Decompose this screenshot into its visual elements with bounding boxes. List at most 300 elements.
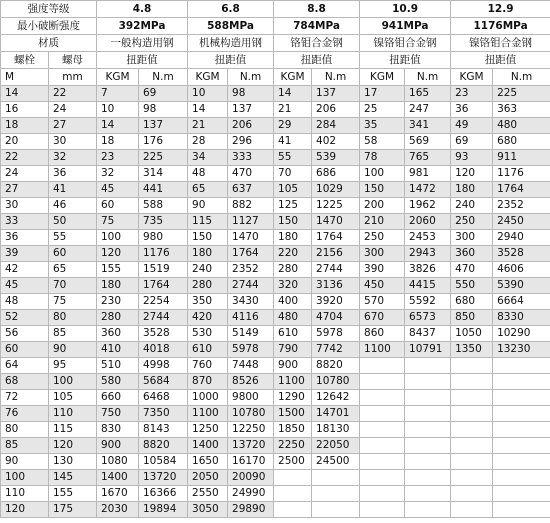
nut-size-cell: 65 — [49, 262, 97, 278]
kgm-cell: 400 — [274, 294, 312, 310]
unit-row — [1, 69, 550, 86]
kgm-cell: 250 — [451, 214, 493, 230]
nm-cell: 3920 — [312, 294, 360, 310]
nm-cell: 686 — [312, 166, 360, 182]
nm-cell: 1472 — [405, 182, 451, 198]
kgm-cell: 1080 — [97, 454, 139, 470]
nut-size-cell: 145 — [49, 470, 97, 486]
bolt-size-cell: 52 — [1, 310, 49, 326]
nm-cell — [493, 390, 550, 406]
bolt-size-cell: 39 — [1, 246, 49, 262]
table-row — [1, 278, 550, 294]
kgm-cell — [451, 390, 493, 406]
nut-size-cell: 70 — [49, 278, 97, 294]
nm-cell: 8437 — [405, 326, 451, 342]
nm-cell: 18130 — [312, 422, 360, 438]
kgm-cell: 1350 — [451, 342, 493, 358]
table-row — [1, 134, 550, 150]
nm-cell — [312, 486, 360, 502]
kgm-cell — [451, 438, 493, 454]
kgm-cell: 60 — [97, 198, 139, 214]
nm-cell — [405, 422, 451, 438]
kgm-cell: 180 — [188, 246, 228, 262]
nm-cell: 1176 — [493, 166, 550, 182]
nm-cell: 680 — [493, 134, 550, 150]
table-row — [1, 502, 550, 518]
kgm-cell: 470 — [451, 262, 493, 278]
table-row — [1, 166, 550, 182]
table-row — [1, 422, 550, 438]
kgm-cell: 280 — [97, 310, 139, 326]
table-row — [1, 454, 550, 470]
kgm-cell: 230 — [97, 294, 139, 310]
nm-cell: 3136 — [312, 278, 360, 294]
nm-cell: 2940 — [493, 230, 550, 246]
kgm-cell: 830 — [97, 422, 139, 438]
table-row — [1, 182, 550, 198]
kgm-cell — [451, 502, 493, 518]
kgm-cell: 860 — [360, 326, 405, 342]
nm-cell — [405, 438, 451, 454]
nm-cell: 12642 — [312, 390, 360, 406]
nm-cell: 12250 — [228, 422, 274, 438]
kgm-cell: 1650 — [188, 454, 228, 470]
table-row — [1, 294, 550, 310]
nm-unit: N.m — [405, 69, 451, 86]
kgm-cell: 570 — [360, 294, 405, 310]
table-row — [1, 214, 550, 230]
bolt-label: 螺栓 — [1, 52, 49, 69]
nm-cell: 137 — [139, 118, 188, 134]
kgm-cell: 1000 — [188, 390, 228, 406]
kgm-cell: 900 — [97, 438, 139, 454]
kgm-cell: 300 — [360, 246, 405, 262]
nm-unit: N.m — [493, 69, 550, 86]
nm-cell: 98 — [139, 102, 188, 118]
nm-cell: 1764 — [228, 246, 274, 262]
nm-cell: 2060 — [405, 214, 451, 230]
nm-cell: 206 — [312, 102, 360, 118]
nm-cell: 247 — [405, 102, 451, 118]
nm-cell: 6664 — [493, 294, 550, 310]
nm-cell: 4116 — [228, 310, 274, 326]
bolt-size-cell: 64 — [1, 358, 49, 374]
nm-cell: 1764 — [493, 182, 550, 198]
table-row — [1, 326, 550, 342]
kgm-cell: 17 — [360, 86, 405, 102]
bolt-size-cell: 60 — [1, 342, 49, 358]
bolt-size-cell: 33 — [1, 214, 49, 230]
torque-label: 扭距值 — [360, 52, 451, 69]
kgm-cell: 10 — [97, 102, 139, 118]
kgm-cell: 93 — [451, 150, 493, 166]
bolt-size-cell: 16 — [1, 102, 49, 118]
torque-label: 扭距值 — [274, 52, 360, 69]
nut-size-cell: 50 — [49, 214, 97, 230]
kgm-cell: 36 — [451, 102, 493, 118]
kgm-cell: 14 — [188, 102, 228, 118]
kgm-cell: 150 — [188, 230, 228, 246]
nm-cell: 6468 — [139, 390, 188, 406]
table-row — [1, 486, 550, 502]
table-row — [1, 438, 550, 454]
nm-cell: 7448 — [228, 358, 274, 374]
table-row — [1, 198, 550, 214]
bolt-size-cell: 24 — [1, 166, 49, 182]
kgm-cell: 350 — [188, 294, 228, 310]
nut-label: 螺母 — [49, 52, 97, 69]
nm-cell: 1764 — [139, 278, 188, 294]
nm-cell: 2453 — [405, 230, 451, 246]
kgm-cell — [360, 422, 405, 438]
nm-cell: 5978 — [312, 326, 360, 342]
nm-cell: 4704 — [312, 310, 360, 326]
nm-cell — [493, 422, 550, 438]
nm-cell: 10780 — [228, 406, 274, 422]
nut-size-cell: 41 — [49, 182, 97, 198]
bolt-size-cell: 36 — [1, 230, 49, 246]
nm-cell: 3528 — [493, 246, 550, 262]
nm-cell — [493, 438, 550, 454]
table-row — [1, 86, 550, 102]
kgm-unit: KGM — [188, 69, 228, 86]
table-row — [1, 374, 550, 390]
torque-label: 扭距值 — [451, 52, 550, 69]
kgm-cell: 360 — [451, 246, 493, 262]
kgm-cell — [274, 502, 312, 518]
kgm-cell — [451, 486, 493, 502]
nm-cell — [405, 486, 451, 502]
nut-size-cell: 115 — [49, 422, 97, 438]
nm-cell: 1225 — [312, 198, 360, 214]
nm-cell: 13720 — [139, 470, 188, 486]
nm-cell — [493, 358, 550, 374]
nut-size-cell: 36 — [49, 166, 97, 182]
table-row — [1, 102, 550, 118]
kgm-cell: 32 — [97, 166, 139, 182]
nm-cell — [493, 486, 550, 502]
kgm-cell — [360, 454, 405, 470]
kgm-cell — [360, 438, 405, 454]
nm-cell: 1962 — [405, 198, 451, 214]
nm-cell: 8820 — [139, 438, 188, 454]
kgm-cell — [274, 486, 312, 502]
kgm-cell: 100 — [360, 166, 405, 182]
nut-size-cell: 175 — [49, 502, 97, 518]
nm-cell: 2352 — [493, 198, 550, 214]
nm-cell: 16170 — [228, 454, 274, 470]
nut-size-cell: 55 — [49, 230, 97, 246]
kgm-cell: 3050 — [188, 502, 228, 518]
nm-cell: 2450 — [493, 214, 550, 230]
kgm-cell: 7 — [97, 86, 139, 102]
kgm-cell: 300 — [451, 230, 493, 246]
kgm-cell: 65 — [188, 182, 228, 198]
nut-size-cell: 75 — [49, 294, 97, 310]
nm-cell — [405, 454, 451, 470]
nm-cell: 637 — [228, 182, 274, 198]
kgm-cell: 1100 — [188, 406, 228, 422]
kgm-cell: 14 — [274, 86, 312, 102]
nm-cell: 2744 — [312, 262, 360, 278]
kgm-cell — [451, 454, 493, 470]
material-label: 材质 — [1, 35, 97, 52]
nut-size-cell: 46 — [49, 198, 97, 214]
nm-cell: 2156 — [312, 246, 360, 262]
grade-row — [1, 1, 550, 18]
kgm-cell — [360, 374, 405, 390]
nm-cell: 10584 — [139, 454, 188, 470]
nm-cell: 4018 — [139, 342, 188, 358]
kgm-cell: 760 — [188, 358, 228, 374]
nm-cell: 10791 — [405, 342, 451, 358]
nm-cell: 882 — [228, 198, 274, 214]
kgm-cell: 125 — [274, 198, 312, 214]
nm-cell: 735 — [139, 214, 188, 230]
kgm-cell — [360, 486, 405, 502]
kgm-cell: 49 — [451, 118, 493, 134]
kgm-cell: 35 — [360, 118, 405, 134]
nut-size-cell: 110 — [49, 406, 97, 422]
kgm-cell: 78 — [360, 150, 405, 166]
kgm-cell: 10 — [188, 86, 228, 102]
nm-cell — [405, 502, 451, 518]
kgm-cell: 280 — [188, 278, 228, 294]
material-value: 铬钼合金钢 — [274, 35, 360, 52]
nm-cell: 7350 — [139, 406, 188, 422]
kgm-cell: 610 — [188, 342, 228, 358]
bolt-size-cell: 85 — [1, 438, 49, 454]
bolt-size-cell: 27 — [1, 182, 49, 198]
kgm-cell: 1670 — [97, 486, 139, 502]
nm-cell: 98 — [228, 86, 274, 102]
kgm-cell: 850 — [451, 310, 493, 326]
kgm-cell: 900 — [274, 358, 312, 374]
kgm-cell: 250 — [360, 230, 405, 246]
bolt-size-cell: 72 — [1, 390, 49, 406]
kgm-cell: 420 — [188, 310, 228, 326]
nm-cell: 225 — [493, 86, 550, 102]
kgm-cell: 23 — [97, 150, 139, 166]
kgm-cell: 2250 — [274, 438, 312, 454]
kgm-cell: 150 — [360, 182, 405, 198]
nm-cell — [493, 502, 550, 518]
nm-cell: 8330 — [493, 310, 550, 326]
kgm-cell: 280 — [274, 262, 312, 278]
mm-label: mm — [49, 69, 97, 86]
kgm-unit: KGM — [360, 69, 405, 86]
kgm-cell: 450 — [360, 278, 405, 294]
table-row — [1, 310, 550, 326]
nm-cell: 1127 — [228, 214, 274, 230]
nm-cell: 24990 — [228, 486, 274, 502]
kgm-cell: 670 — [360, 310, 405, 326]
kgm-cell: 680 — [451, 294, 493, 310]
nut-size-cell: 24 — [49, 102, 97, 118]
kgm-cell: 1250 — [188, 422, 228, 438]
nm-cell: 13230 — [493, 342, 550, 358]
kgm-cell: 180 — [451, 182, 493, 198]
kgm-cell: 550 — [451, 278, 493, 294]
kgm-cell: 69 — [451, 134, 493, 150]
table-row — [1, 150, 550, 166]
kgm-cell: 1050 — [451, 326, 493, 342]
kgm-cell: 790 — [274, 342, 312, 358]
nm-cell — [405, 390, 451, 406]
nm-cell: 2744 — [228, 278, 274, 294]
kgm-cell: 2500 — [274, 454, 312, 470]
kgm-cell: 220 — [274, 246, 312, 262]
kgm-cell: 58 — [360, 134, 405, 150]
nm-cell: 7742 — [312, 342, 360, 358]
nut-size-cell: 90 — [49, 342, 97, 358]
nm-cell: 341 — [405, 118, 451, 134]
kgm-cell: 510 — [97, 358, 139, 374]
material-value: 一般构造用钢 — [97, 35, 188, 52]
nm-cell: 13720 — [228, 438, 274, 454]
nm-cell — [312, 470, 360, 486]
torque-header-row — [1, 52, 550, 69]
kgm-cell: 120 — [97, 246, 139, 262]
nm-cell: 10290 — [493, 326, 550, 342]
nm-cell: 2352 — [228, 262, 274, 278]
nm-cell — [312, 502, 360, 518]
nm-cell: 5390 — [493, 278, 550, 294]
nm-unit: N.m — [312, 69, 360, 86]
grade-label: 强度等级 — [1, 1, 97, 18]
kgm-cell: 320 — [274, 278, 312, 294]
nm-cell: 333 — [228, 150, 274, 166]
nm-cell: 5978 — [228, 342, 274, 358]
kgm-cell: 240 — [188, 262, 228, 278]
bolt-size-cell: 100 — [1, 470, 49, 486]
bolt-size-cell: 42 — [1, 262, 49, 278]
kgm-cell: 14 — [97, 118, 139, 134]
nm-cell: 470 — [228, 166, 274, 182]
kgm-cell — [451, 470, 493, 486]
nm-cell: 314 — [139, 166, 188, 182]
nm-cell: 1176 — [139, 246, 188, 262]
nm-cell: 765 — [405, 150, 451, 166]
strength-value: 784MPa — [274, 18, 360, 35]
bolt-size-cell: 14 — [1, 86, 49, 102]
nm-cell: 22050 — [312, 438, 360, 454]
kgm-cell: 240 — [451, 198, 493, 214]
table-row — [1, 342, 550, 358]
nm-cell: 1519 — [139, 262, 188, 278]
kgm-cell: 100 — [97, 230, 139, 246]
nm-cell: 588 — [139, 198, 188, 214]
grade-value: 12.9 — [451, 1, 550, 18]
nm-cell: 441 — [139, 182, 188, 198]
bolt-size-cell: 80 — [1, 422, 49, 438]
kgm-cell: 180 — [274, 230, 312, 246]
kgm-cell: 1100 — [360, 342, 405, 358]
nm-cell: 569 — [405, 134, 451, 150]
nm-cell: 980 — [139, 230, 188, 246]
nm-cell — [493, 406, 550, 422]
nut-size-cell: 60 — [49, 246, 97, 262]
torque-label: 扭距值 — [188, 52, 274, 69]
nm-cell: 480 — [493, 118, 550, 134]
grade-value: 8.8 — [274, 1, 360, 18]
nm-cell: 2744 — [139, 310, 188, 326]
nm-cell: 137 — [312, 86, 360, 102]
kgm-cell: 23 — [451, 86, 493, 102]
kgm-cell: 29 — [274, 118, 312, 134]
bolt-size-cell: 56 — [1, 326, 49, 342]
nm-cell — [493, 454, 550, 470]
strength-value: 392MPa — [97, 18, 188, 35]
nm-cell: 284 — [312, 118, 360, 134]
nut-size-cell: 22 — [49, 86, 97, 102]
nm-cell: 206 — [228, 118, 274, 134]
bolt-size-cell: 45 — [1, 278, 49, 294]
nm-cell: 5684 — [139, 374, 188, 390]
nm-cell: 1470 — [228, 230, 274, 246]
kgm-cell: 21 — [274, 102, 312, 118]
nm-unit: N.m — [139, 69, 188, 86]
nm-cell: 29890 — [228, 502, 274, 518]
strength-value: 941MPa — [360, 18, 451, 35]
nm-unit: N.m — [228, 69, 274, 86]
kgm-cell: 48 — [188, 166, 228, 182]
material-row — [1, 35, 550, 52]
bolt-size-cell: 18 — [1, 118, 49, 134]
nm-cell: 5592 — [405, 294, 451, 310]
kgm-cell: 480 — [274, 310, 312, 326]
nm-cell: 165 — [405, 86, 451, 102]
kgm-cell — [451, 374, 493, 390]
kgm-cell: 28 — [188, 134, 228, 150]
nm-cell: 14701 — [312, 406, 360, 422]
kgm-cell — [360, 358, 405, 374]
table-row — [1, 118, 550, 134]
nm-cell: 20090 — [228, 470, 274, 486]
nm-cell: 3430 — [228, 294, 274, 310]
nut-size-cell: 95 — [49, 358, 97, 374]
nm-cell: 176 — [139, 134, 188, 150]
strength-label: 最小破断强度 — [1, 18, 97, 35]
bolt-size-cell: 76 — [1, 406, 49, 422]
kgm-cell: 1500 — [274, 406, 312, 422]
nm-cell: 69 — [139, 86, 188, 102]
torque-label: 扭距值 — [97, 52, 188, 69]
nm-cell: 8143 — [139, 422, 188, 438]
nut-size-cell: 100 — [49, 374, 97, 390]
nm-cell: 2254 — [139, 294, 188, 310]
kgm-cell: 21 — [188, 118, 228, 134]
grade-value: 10.9 — [360, 1, 451, 18]
material-value: 机械构造用钢 — [188, 35, 274, 52]
bolt-size-cell: 30 — [1, 198, 49, 214]
bolt-size-cell: 22 — [1, 150, 49, 166]
nm-cell: 3826 — [405, 262, 451, 278]
kgm-cell: 45 — [97, 182, 139, 198]
kgm-cell: 2030 — [97, 502, 139, 518]
nm-cell: 10780 — [312, 374, 360, 390]
nut-size-cell: 30 — [49, 134, 97, 150]
kgm-cell: 1400 — [188, 438, 228, 454]
kgm-cell: 610 — [274, 326, 312, 342]
kgm-cell: 750 — [97, 406, 139, 422]
nm-cell — [493, 470, 550, 486]
kgm-cell: 120 — [451, 166, 493, 182]
strength-value: 1176MPa — [451, 18, 550, 35]
nm-cell: 4998 — [139, 358, 188, 374]
kgm-cell: 70 — [274, 166, 312, 182]
nm-cell: 6573 — [405, 310, 451, 326]
